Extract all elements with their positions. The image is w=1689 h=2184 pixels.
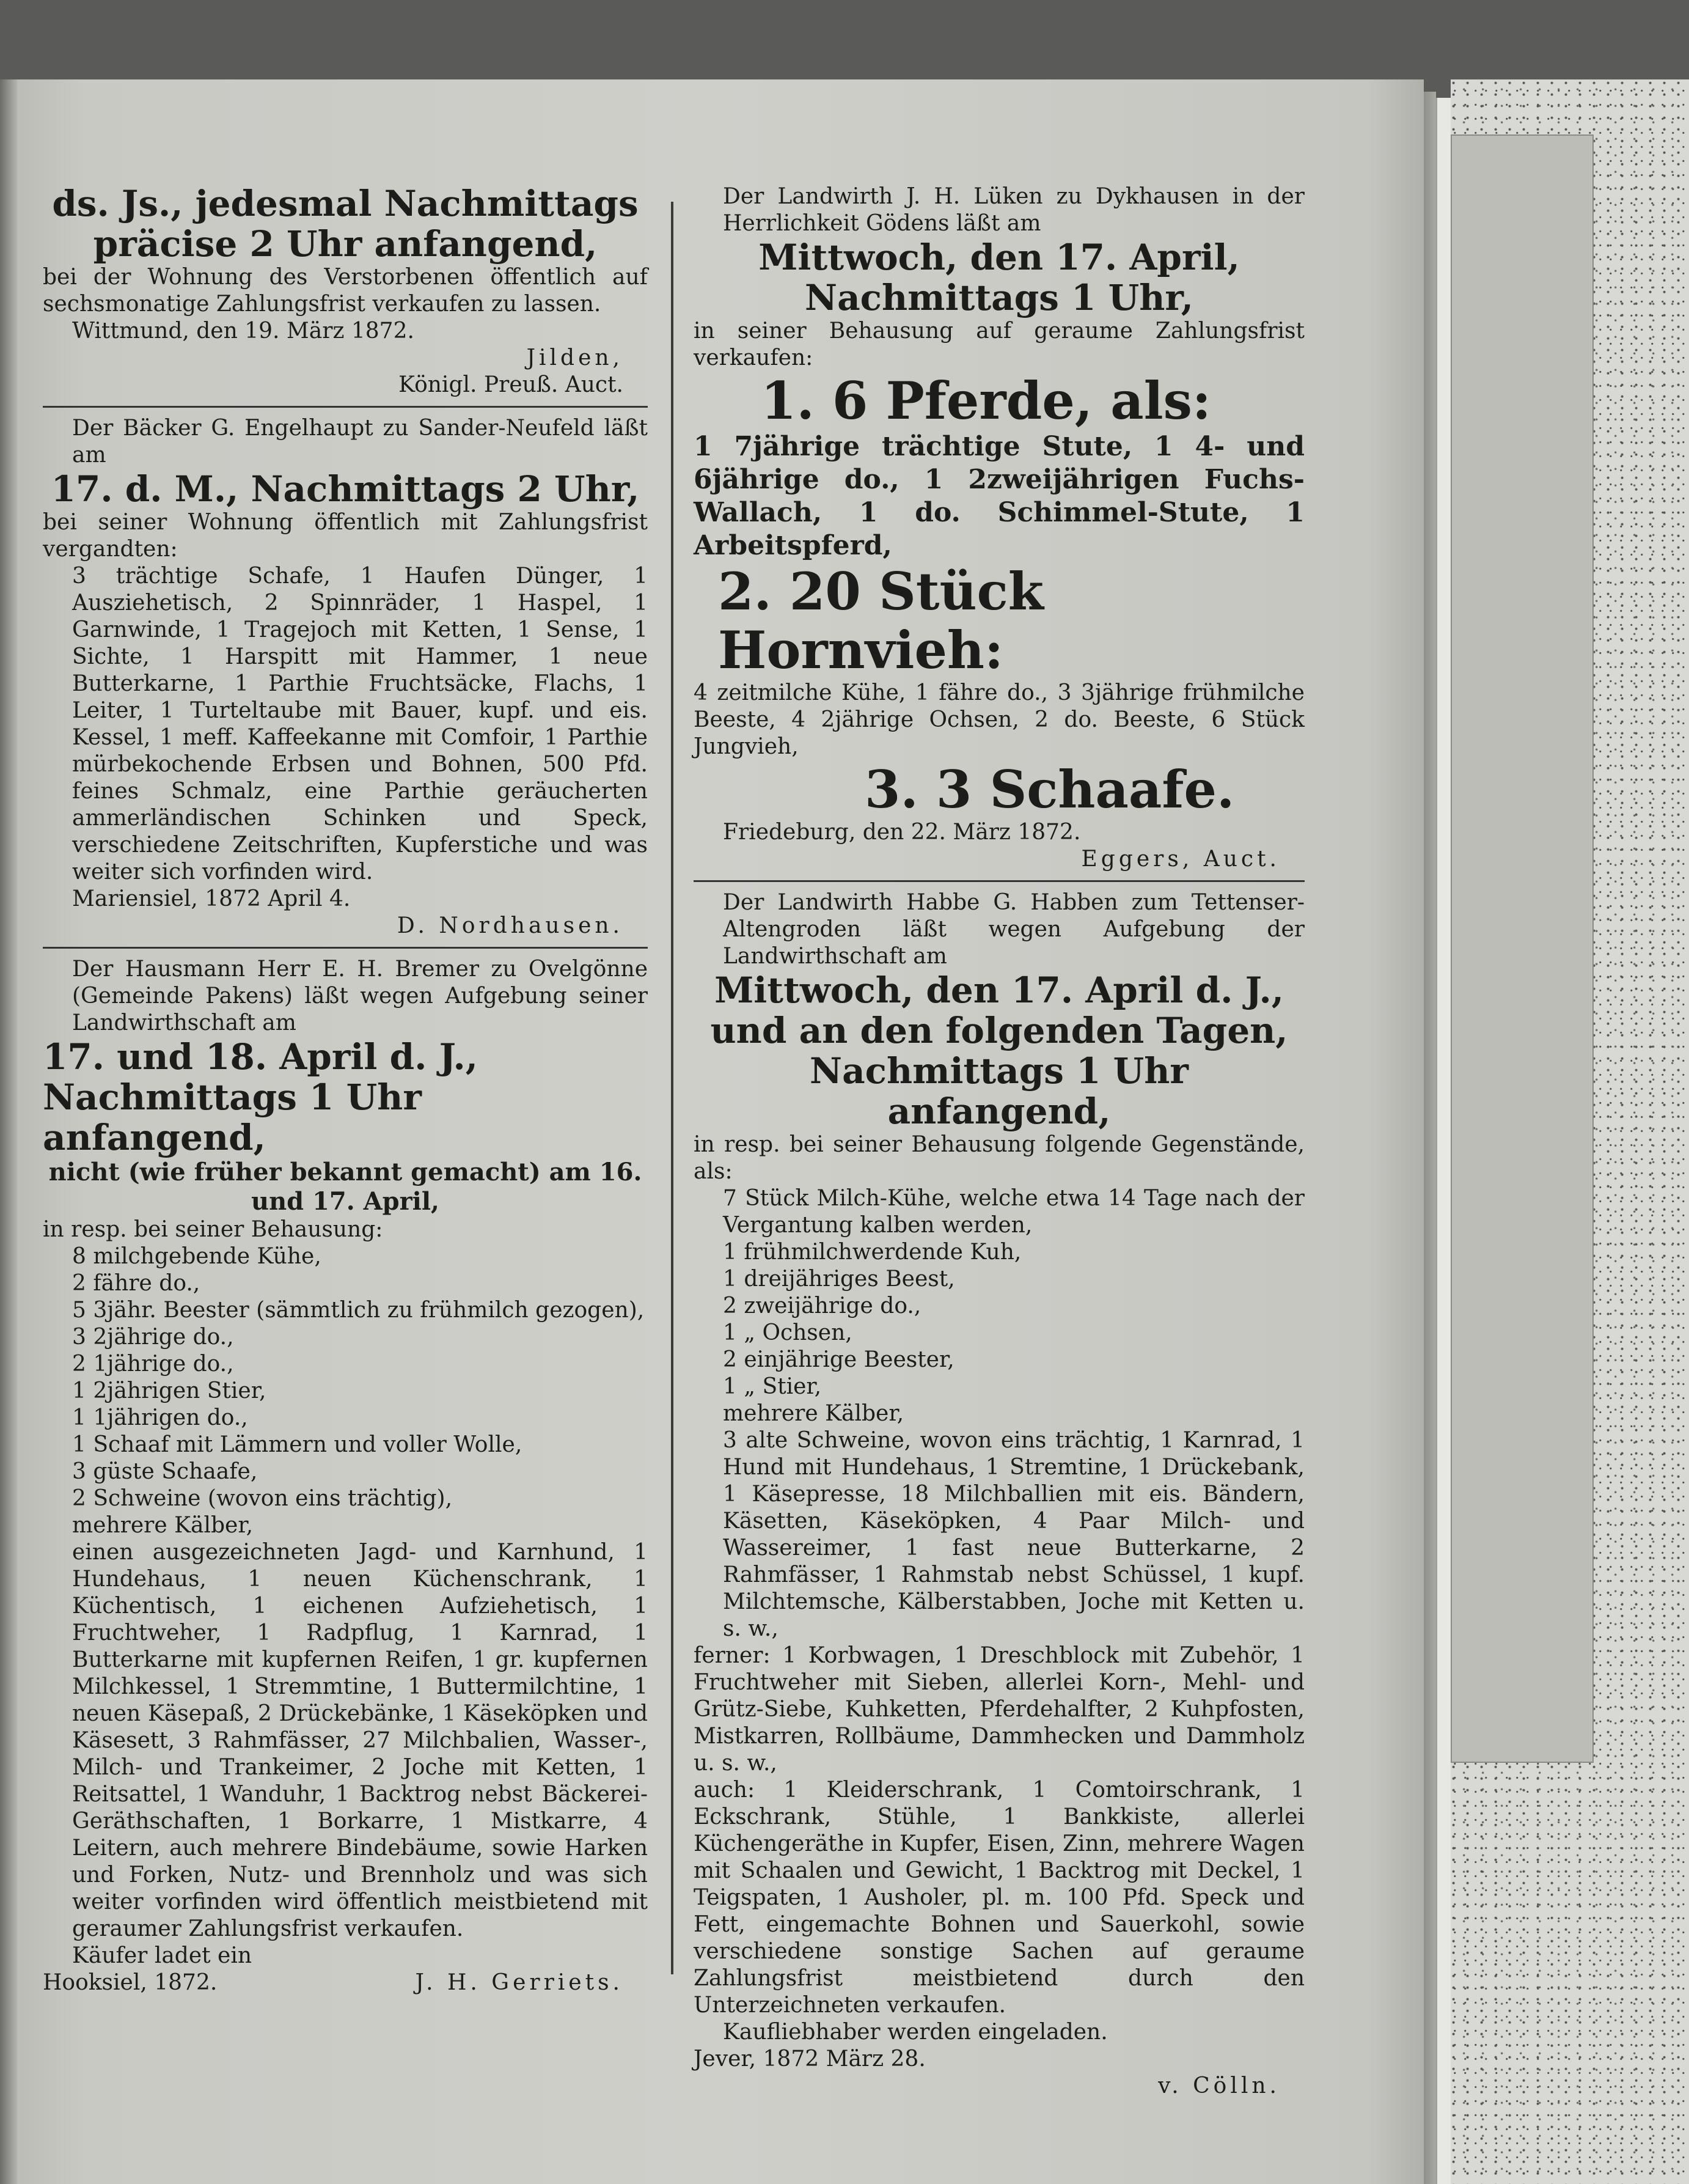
advert-heading-line: präcise 2 Uhr anfangend,: [93, 223, 598, 265]
column-divider: [671, 202, 673, 1974]
advert-signature: Eggers, Auct.: [1081, 847, 1280, 872]
advert-items: 3 trächtige Schafe, 1 Haufen Dünger, 1 Ausziehetisch, 2 Spinnräder, 1 Haspel, 1 Garnwinde, 1 Tragejoch mit Ketten, 1 Sense, 1 Sichte, 1 Harspitt mit Hammer, 1 neue Butterkarne, 1 Parthie Fruchtsäcke, Flachs, 1 Leiter, 1 Turteltaube mit Bauer, kupf. und eis. Kessel, 1 meff. Kaffeekanne mit Comfoir, 1 Parthie mürbekochende Erbsen und Bohnen, 500 Pfd. feines Schmalz, eine Parthie geräucherten ammerländischen Schinken und Speck, verschiedene Zeitschriften, Kupferstiche und was weiter sich vorfinden wird.: [72, 564, 648, 884]
list-item: 7 Stück Milch-Kühe, welche etwa 14 Tage nach der Vergantung kalben werden,: [723, 1186, 1305, 1238]
list-item: 1 frühmilchwerdende Kuh,: [723, 1240, 1022, 1265]
advert-further-items: ferner: 1 Korbwagen, 1 Dreschblock mit Zubehör, 1 Fruchtweher mit Sieben, allerlei Korn-, Mehl- und Grütz-Siebe, Kuhketten, Pferdehalfter, 2 Kuhpfosten, Mistkarren, Rollbäume, Dammhecken und Dammholz u. s. w.,: [694, 1643, 1305, 1776]
advert-text: in resp. bei seiner Behausung:: [43, 1217, 383, 1242]
advert-intro: Der Hausmann Herr E. H. Bremer zu Ovelgönne (Gemeinde Pakens) läßt wegen Aufgebung seiner Landwirthschaft am: [72, 957, 648, 1035]
advert-also-items: auch: 1 Kleiderschrank, 1 Comtoirschrank, 1 Eckschrank, Stühle, 1 Bankkiste, allerlei Küchengeräthe in Kupfer, Eisen, Zinn, mehrere Wagen mit Schaalen und Gewicht, 1 Backtrog mit Deckel, 1 Teigspaten, 1 Ausholer, pl. m. 100 Pfd. Speck und Fett, eingemachte Bohnen und Sauerkohl, sowie verschiedene sonstige Sachen auf geraume Zahlungsfrist meistbietend durch den Unterzeichneten verkaufen.: [694, 1778, 1305, 2018]
advert-separator: [43, 947, 648, 949]
page-edge: [1424, 92, 1436, 2184]
section-heading: 1. 6 Pferde, als:: [761, 370, 1211, 431]
list-item: 2 einjährige Beester,: [723, 1347, 954, 1372]
section-text: 1 7jährige trächtige Stute, 1 4- und 6jährige do., 1 2zweijährigen Fuchs-Wallach, 1 do. Schimmel-Stute, 1 Arbeitspferd,: [694, 431, 1305, 561]
list-item: 1 Schaaf mit Lämmern und voller Wolle,: [72, 1432, 522, 1457]
advert-signature: Jilden,: [526, 345, 623, 370]
advert-date: Friedeburg, den 22. März 1872.: [723, 820, 1081, 845]
advert-more-items: einen ausgezeichneten Jagd- und Karnhund, 1 Hundehaus, 1 neuen Küchenschrank, 1 Küchentisch, 1 eichenen Aufziehetisch, 1 Fruchtweher, 1 Radpflug, 1 Karnrad, 1 Butterkarne mit kupfernen Reifen, 1 gr. kupfernen Milchkessel, 1 Stremmtine, 1 Buttermilchtine, 1 neuen Käsepaß, 2 Drückebänke, 1 Käseköpken und Käsesett, 3 Rahmfässer, 27 Milchbalien, Wasser-, Milch- und Trankeimer, 2 Joche mit Ketten, 1 Reitsattel, 1 Wanduhr, 1 Backtrog nebst Bäckerei-Geräthschaften, 1 Borkarre, 1 Mistkarre, 4 Leitern, auch mehrere Bindebäume, sowie Harken und Forken, Nutz- und Brennholz und was sich weiter vorfinden wird öffentlich meistbietend mit geraumer Zahlungsfrist verkaufen.: [72, 1540, 648, 1941]
advert-signature: J. H. Gerriets.: [415, 1970, 623, 1995]
advert-footer: [43, 1969, 648, 1996]
list-item: 1 „ Stier,: [723, 1374, 822, 1399]
section-heading: 2. 20 Stück Hornvieh:: [718, 561, 1044, 680]
advert-signature-title: Königl. Preuß. Auct.: [398, 372, 623, 397]
advert-invite: Kaufliebhaber werden eingeladen.: [723, 2020, 1108, 2045]
cover-inner-panel: [1451, 134, 1594, 1763]
advert-separator: [43, 406, 648, 408]
advert-correction: nicht (wie früher bekannt gemacht) am 16. und 17. April,: [48, 1158, 642, 1216]
list-item: 1 2jährigen Stier,: [72, 1378, 266, 1403]
list-item: mehrere Kälber,: [723, 1401, 904, 1426]
advert-text: in resp. bei seiner Behausung folgende Gegenstände, als:: [694, 1132, 1305, 1184]
advert-ovelgonne: [43, 956, 648, 1996]
advert-text: bei seiner Wohnung öffentlich mit Zahlungsfrist vergandten:: [43, 510, 648, 562]
advert-text: in seiner Behausung auf geraume Zahlungsfrist verkaufen:: [694, 318, 1305, 370]
list-item: 3 güste Schaafe,: [72, 1459, 258, 1484]
section-heading: 3. 3 Schaafe.: [865, 759, 1235, 820]
advert-sander-neufeld: [43, 415, 648, 939]
page-edge-light: [1436, 98, 1452, 2184]
advert-intro: Der Landwirth J. H. Lüken zu Dykhausen in der Herrlichkeit Gödens läßt am: [723, 184, 1305, 236]
list-item: mehrere Kälber,: [72, 1513, 254, 1538]
page-gutter-shadow: [0, 79, 17, 2184]
list-item: 5 3jähr. Beester (sämmtlich zu frühmilch gezogen),: [72, 1298, 645, 1323]
advert-heading: 17. und 18. April d. J., Nachmittags 1 Uhr anfangend,: [43, 1036, 478, 1158]
right-column: [694, 183, 1305, 2100]
advert-invite: Käufer ladet ein: [72, 1943, 252, 1968]
advert-intro: Der Landwirth Habbe G. Habben zum Tettenser-Altengroden läßt wegen Aufgebung der Landwirthschaft am: [723, 890, 1305, 969]
advert-more-items: 3 alte Schweine, wovon eins trächtig, 1 Karnrad, 1 Hund mit Hundehaus, 1 Stremtine, 1 Drückebank, 1 Käsepresse, 18 Milchballien mit eis. Bändern, Käsetten, Käseköpken, 4 Paar Milch- und Wassereimer, 1 fast neue Butterkarne, 2 Rahmfässer, 1 Rahmstab nebst Schüssel, 1 kupf. Milchtemsche, Kälberstabben, Joche mit Ketten u. s. w.,: [723, 1428, 1305, 1641]
advert-wittmund: [43, 183, 648, 399]
list-item: 2 Schweine (wovon eins trächtig),: [72, 1486, 453, 1511]
advert-separator: [694, 880, 1305, 882]
list-item: 2 1jährige do.,: [72, 1351, 234, 1377]
advert-heading: Mittwoch, den 17. April,: [758, 237, 1240, 278]
advert-signature: v. Cölln.: [1158, 2073, 1280, 2098]
advert-dykhausen: [694, 183, 1305, 873]
advert-tettens: [694, 889, 1305, 2100]
list-item: 1 „ Ochsen,: [723, 1320, 852, 1345]
advert-heading: 17. d. M., Nachmittags 2 Uhr,: [51, 468, 640, 510]
advert-date: Wittmund, den 19. März 1872.: [72, 318, 414, 344]
advert-text: bei der Wohnung des Verstorbenen öffentlich auf sechsmonatige Zahlungsfrist verkaufen zu lassen.: [43, 265, 648, 317]
section-text: 4 zeitmilche Kühe, 1 fähre do., 3 3jährige frühmilche Beeste, 4 2jährige Ochsen, 2 do. Beeste, 6 Stück Jungvieh,: [694, 680, 1305, 759]
list-item: 2 fähre do.,: [72, 1271, 200, 1296]
list-item: 8 milchgebende Kühe,: [72, 1244, 321, 1269]
list-item: 1 dreijähriges Beest,: [723, 1267, 955, 1292]
advert-item-list: [43, 1243, 648, 1539]
advert-intro: Der Bäcker G. Engelhaupt zu Sander-Neufeld läßt am: [72, 416, 648, 468]
list-item: 1 1jährigen do.,: [72, 1405, 248, 1430]
advert-signature: D. Nordhausen.: [397, 913, 623, 938]
advert-date: Mariensiel, 1872 April 4.: [72, 886, 351, 911]
advert-heading: Nachmittags 1 Uhr,: [805, 277, 1193, 318]
advert-place: Hooksiel, 1872.: [43, 1970, 218, 1995]
left-column: [43, 183, 648, 1996]
advert-heading: Mittwoch, den 17. April d. J., und an den folgenden Tagen, Nachmittags 1 Uhr anfangend,: [710, 969, 1288, 1132]
list-item: 3 2jährige do.,: [72, 1325, 234, 1350]
list-item: 2 zweijährige do.,: [723, 1293, 921, 1318]
advert-item-list: [694, 1185, 1305, 1427]
advert-heading-line: ds. Js., jedesmal Nachmittags: [52, 183, 639, 224]
advert-date: Jever, 1872 März 28.: [694, 2046, 926, 2072]
